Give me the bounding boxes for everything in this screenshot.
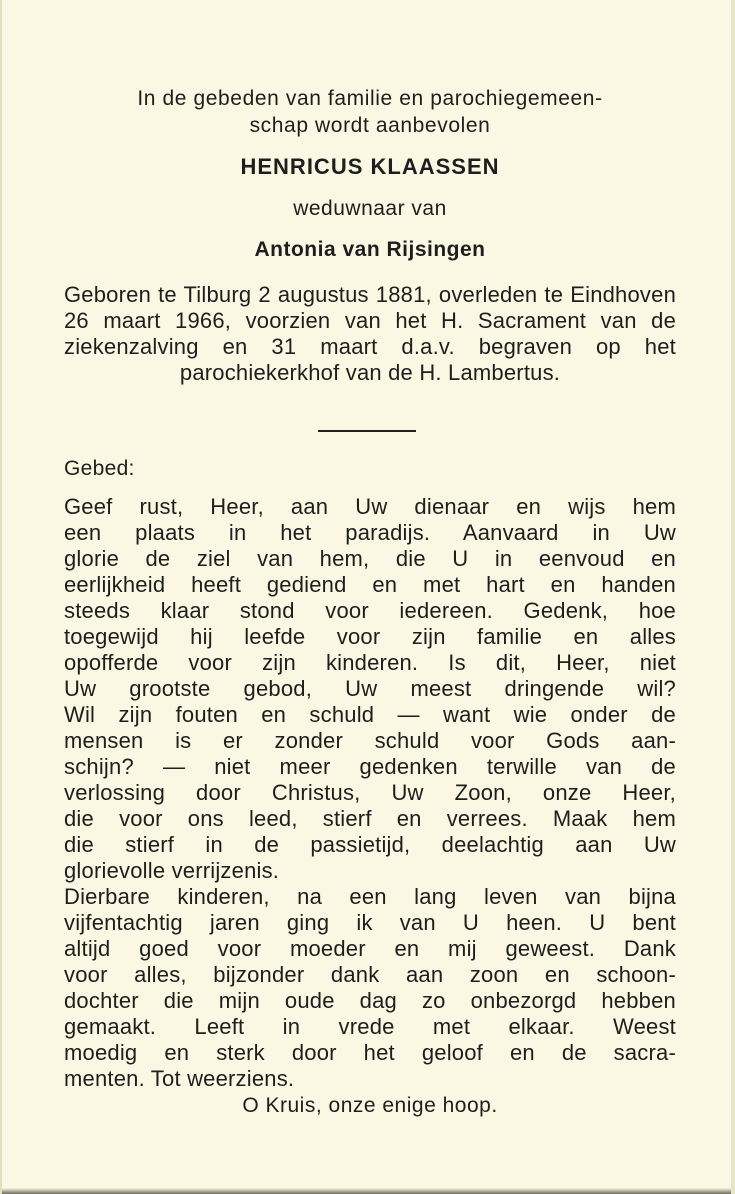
bio-line: Geboren te Tilburg 2 augustus 1881, overleden <box>64 282 538 307</box>
spouse-name: Antonia van Rijsingen <box>254 238 486 261</box>
intro-line: schap wordt aanbevolen <box>249 114 491 137</box>
intro-text <box>64 85 676 139</box>
prayer-line: schijn? — niet meer gedenken terwille van de <box>64 754 676 779</box>
intro-line: In de gebeden van familie en parochiegemeen- <box>137 87 603 110</box>
bio-line: te Eindhoven 26 maart 1966, voorzien van het <box>64 282 677 333</box>
prayer-line: Dierbare kinderen, na een lang leven van bijna <box>64 884 676 909</box>
bio-line: d.a.v. begraven op het parochiekerkhof van de <box>179 334 676 385</box>
prayer-line: verlossing door Christus, Uw Zoon, onze Heer, <box>64 780 676 805</box>
prayer-line: dochter die mijn oude dag zo onbezorgd hebben <box>64 988 676 1013</box>
prayer-line: altijd goed voor moeder en mij geweest. Dank <box>64 936 676 961</box>
prayer-line: glorie de ziel van hem, die U in eenvoud en <box>64 546 676 571</box>
prayer-line: vijfentachtig jaren ging ik van U heen. U bent <box>64 910 676 935</box>
prayer-line: die voor ons leed, stierf en verrees. Maak hem <box>64 806 676 831</box>
prayer-line: moedig en sterk door het geloof en de sacra- <box>64 1040 676 1065</box>
prayer-line: steeds klaar stond voor iedereen. Gedenk, hoe <box>64 598 676 623</box>
prayer-text <box>64 494 676 1092</box>
divider-rule <box>318 430 416 432</box>
deceased-name: HENRICUS KLAASSEN <box>240 154 500 179</box>
prayer-line: Wil zijn fouten en schuld — want wie onder de <box>64 702 676 727</box>
prayer-line: gemaakt. Leeft in vrede met elkaar. Weest <box>64 1014 676 1039</box>
biography-text <box>64 282 676 386</box>
prayer-line: glorievolle verrijzenis. <box>64 858 280 883</box>
prayer-line: menten. Tot weerziens. <box>64 1066 295 1091</box>
prayer-line: Uw grootste gebod, Uw meest dringende wil? <box>64 676 676 701</box>
prayer-line: toegewijd hij leefde voor zijn familie en alles <box>64 624 676 649</box>
prayer-line: eerlijkheid heeft gediend en met hart en handen <box>64 572 676 597</box>
prayer-heading: Gebed: <box>64 457 135 480</box>
relation-text: weduwnaar van <box>293 197 447 220</box>
bio-line: H. Sacrament van de ziekenzalving en 31 maart <box>64 308 676 359</box>
bio-line: H. Lambertus. <box>419 360 561 385</box>
prayer-line: die stierf in de passietijd, deelachtig aan Uw <box>64 832 676 857</box>
prayer-line: voor alles, bijzonder dank aan zoon en schoon- <box>64 962 676 987</box>
closing-motto: O Kruis, onze enige hoop. <box>242 1094 498 1117</box>
prayer-line: Geef rust, Heer, aan Uw dienaar en wijs hem <box>64 494 676 519</box>
prayer-line: een plaats in het paradijs. Aanvaard in Uw <box>64 520 676 545</box>
prayer-line: opofferde voor zijn kinderen. Is dit, Heer, niet <box>64 650 676 675</box>
prayer-line: mensen is er zonder schuld voor Gods aan- <box>64 728 676 753</box>
